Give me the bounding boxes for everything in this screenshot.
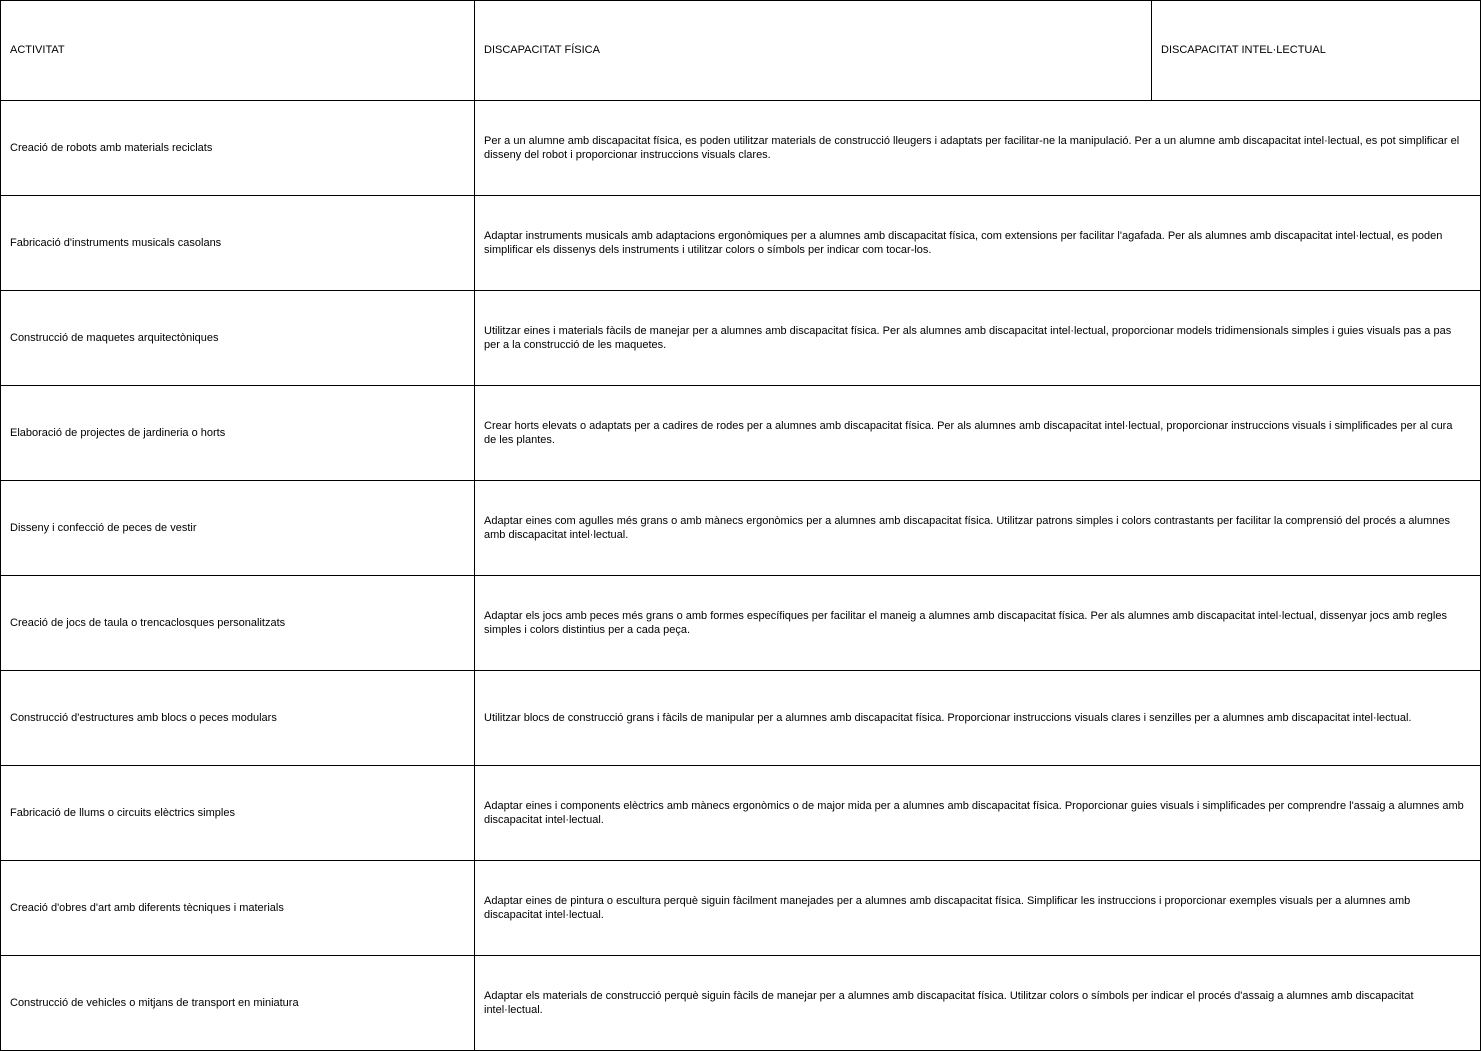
- table-row: [1, 861, 1481, 956]
- activity-cell: Creació de jocs de taula o trencaclosques personalitzats: [1, 576, 475, 670]
- table-row: [1, 291, 1481, 386]
- adaptation-cell: Utilitzar blocs de construcció grans i fàcils de manipular per a alumnes amb discapacitat física. Proporcionar instruccions visuals clares i senzilles per a alumnes amb discapacitat intel·lectual.: [475, 671, 1481, 765]
- activity-cell: Fabricació de llums o circuits elèctrics simples: [1, 766, 475, 860]
- adaptation-cell: Adaptar instruments musicals amb adaptacions ergonòmiques per a alumnes amb discapacitat física, com extensions per facilitar l'agafada. Per als alumnes amb discapacitat intel·lectual, es poden simplificar els dissenys dels instruments i utilitzar colors o símbols per indicar com tocar-los.: [475, 196, 1481, 290]
- adaptation-cell: Adaptar eines com agulles més grans o amb mànecs ergonòmics per a alumnes amb discapacitat física. Utilitzar patrons simples i colors contrastants per facilitar la comprensió del procés a alumnes amb discapacitat intel·lectual.: [475, 481, 1481, 575]
- table-row: [1, 576, 1481, 671]
- adaptation-cell: Adaptar eines de pintura o escultura perquè siguin fàcilment manejades per a alumnes amb discapacitat física. Simplificar les instruccions i proporcionar exemples visuals per a alumnes amb discapacitat intel·lectual.: [475, 861, 1481, 955]
- table-row: [1, 766, 1481, 861]
- header-activity: ACTIVITAT: [1, 1, 475, 100]
- activity-cell: Elaboració de projectes de jardineria o horts: [1, 386, 475, 480]
- table-row: [1, 481, 1481, 576]
- table-row: [1, 956, 1481, 1051]
- table-row: [1, 386, 1481, 481]
- table-row: [1, 196, 1481, 291]
- adaptation-cell: Adaptar eines i components elèctrics amb mànecs ergonòmics o de major mida per a alumnes amb discapacitat física. Proporcionar guies visuals i simplificades per comprendre l'assaig a alumnes amb discapacitat intel·lectual.: [475, 766, 1481, 860]
- adaptation-cell: Utilitzar eines i materials fàcils de manejar per a alumnes amb discapacitat física. Per als alumnes amb discapacitat intel·lectual, proporcionar models tridimensionals simples i guies visuals pas a pas per a la construcció de les maquetes.: [475, 291, 1481, 385]
- header-intellectual-disability: DISCAPACITAT INTEL·LECTUAL: [1152, 1, 1481, 100]
- activity-cell: Disseny i confecció de peces de vestir: [1, 481, 475, 575]
- adaptation-cell: Adaptar els jocs amb peces més grans o amb formes específiques per facilitar el maneig a alumnes amb discapacitat física. Per als alumnes amb discapacitat intel·lectual, dissenyar jocs amb regles simples i colors distintius per a cada peça.: [475, 576, 1481, 670]
- activity-cell: Construcció de vehicles o mitjans de transport en miniatura: [1, 956, 475, 1050]
- header-physical-disability: DISCAPACITAT FÍSICA: [475, 1, 1152, 100]
- activity-cell: Creació d'obres d'art amb diferents tècniques i materials: [1, 861, 475, 955]
- table-row: [1, 671, 1481, 766]
- activity-cell: Construcció de maquetes arquitectòniques: [1, 291, 475, 385]
- activity-cell: Creació de robots amb materials reciclats: [1, 101, 475, 195]
- adaptation-cell: Adaptar els materials de construcció perquè siguin fàcils de manejar per a alumnes amb discapacitat física. Utilitzar colors o símbols per indicar el procés d'assaig a alumnes amb discapacitat intel·lectual.: [475, 956, 1481, 1050]
- table-row: [1, 101, 1481, 196]
- activity-cell: Construcció d'estructures amb blocs o peces modulars: [1, 671, 475, 765]
- activity-cell: Fabricació d'instruments musicals casolans: [1, 196, 475, 290]
- adaptation-cell: Per a un alumne amb discapacitat física, es poden utilitzar materials de construcció lleugers i adaptats per facilitar-ne la manipulació. Per a un alumne amb discapacitat intel·lectual, es pot simplificar el disseny del robot i proporcionar instruccions visuals clares.: [475, 101, 1481, 195]
- adaptation-cell: Crear horts elevats o adaptats per a cadires de rodes per a alumnes amb discapacitat física. Per als alumnes amb discapacitat intel·lectual, proporcionar instruccions visuals i simplificades per al cura de les plantes.: [475, 386, 1481, 480]
- table-header-row: [1, 1, 1481, 101]
